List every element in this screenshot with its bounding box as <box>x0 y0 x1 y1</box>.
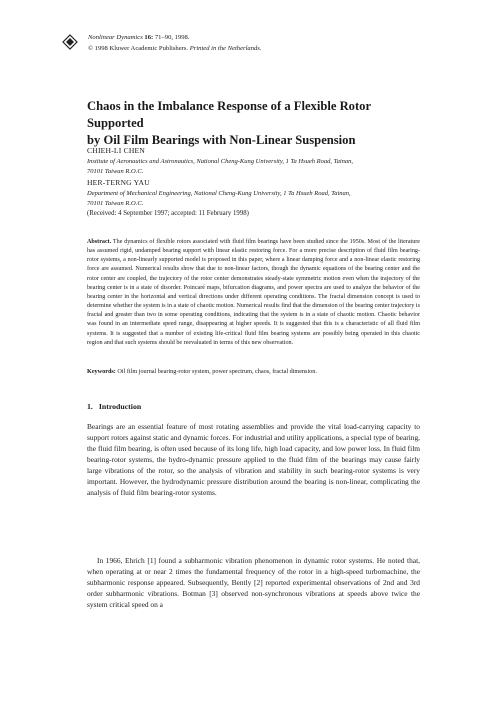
paper-title-line-2: by Oil Film Bearings with Non-Linear Suspension <box>87 133 356 147</box>
journal-name: Nonlinear Dynamics <box>88 34 143 41</box>
keywords-text: Oil film journal bearing-rotor system, power spectrum, chaos, fractal dimension. <box>117 368 317 375</box>
affiliation-2-line-2: 70101 Taiwan R.O.C. <box>87 200 144 207</box>
abstract-text: The dynamics of flexible rotors associated with fluid film bearings have been studied since the 1950s. Most of the literature has assumed rigid, undamped bearing support with linear elastic restoring force. For a more precise description of fluid film bearing-rotor systems, a non-linearly supported model is proposed in this paper, where a linear damping force and a non-linear elastic restoring force are assumed. Numerical results show that due to non-linear factors, though the dynamic equations of the bearing center and the rotor center are coupled, the trajectory of the rotor center demonstrates steady-state symmetric motion even when the trajectory of the bearing center is in a state of disorder. Poincaré maps, bifurcation diagrams, and power spectra are used to analyze the behavior of the bearing center in the horizontal and vertical directions under different operating conditions. The fractal dimension concept is used to determine whether the system is in a state of chaotic motion. Numerical results find that the dimension of the bearing center trajectory is fractal and greater than two in some operating conditions, indicating that the system is in a state of chaotic motion. Chaotic behavior was found in an intermediate speed range, disappearing at higher speeds. It is suggested that this is a characteristic of all fluid film systems. It is suggested that a number of existing life-critical fluid film bearing systems are possibly being operated in this chaotic region and that such systems should be reevaluated in terms of this new observation. <box>87 239 421 346</box>
publisher-logo-icon <box>62 34 78 50</box>
received-dates: (Received: 4 September 1997; accepted: 11 February 1998) <box>87 210 249 217</box>
author-affiliation-1 <box>87 157 427 177</box>
paper-title-line-1: Chaos in the Imbalance Response of a Flexible Rotor Supported <box>87 99 371 130</box>
affiliation-2-line-1: Department of Mechanical Engineering, National Cheng-Kung University, 1 Ta Hsueh Road, Tainan, <box>87 190 351 197</box>
journal-pages-year: 71–90, 1998. <box>154 34 190 41</box>
section-title: Introduction <box>98 402 142 411</box>
affiliation-1-line-1: Institute of Aeronautics and Astronautics, National Cheng-Kung University, 1 Ta Hsueh Road, Tainan, <box>87 158 354 165</box>
abstract-label: Abstract. <box>87 239 112 245</box>
keywords <box>87 368 420 375</box>
section-number: 1. <box>87 402 93 411</box>
paper-title <box>87 98 427 149</box>
printed-text: Printed in the Netherlands. <box>189 44 262 52</box>
keywords-label: Keywords: <box>87 368 116 375</box>
copyright-text: © 1998 Kluwer Academic Publishers. <box>88 44 189 52</box>
journal-volume: 16: <box>144 34 154 41</box>
section-heading <box>87 402 141 411</box>
copyright-line <box>88 44 262 55</box>
author-name-2: HER-TERNG YAU <box>87 178 150 187</box>
author-affiliation-2 <box>87 189 427 209</box>
abstract <box>87 238 420 348</box>
journal-header <box>88 33 262 54</box>
body-paragraph-1: Bearings are an essential feature of most rotating assemblies and provide the vital load-carrying capacity to support rotors against static and dynamic forces. For industrial and utility applications, a special type of bearing, the fluid film bearing, is often used because of its long life, high load capacity, and low power loss. In fluid film bearing-rotor systems, the hydro-dynamic pressure applied to the fluid film of the bearings may cause fairly large vibrations of the rotor, so the analysis of vibration and stability in such bearing-rotor systems is very important. However, the hydrodynamic pressure distribution around the bearing is non-linear, complicating the analysis of fluid film bearing-rotor systems. <box>87 422 420 498</box>
citation-line <box>88 33 262 44</box>
affiliation-1-line-2: 70101 Taiwan R.O.C. <box>87 168 144 175</box>
body-paragraph-2: In 1966, Ehrich [1] found a subharmonic vibration phenomenon in dynamic rotor systems. He noted that, when operating at or near 2 times the fundamental frequency of the rotor in a high-speed turbomachine, the subharmonic response appeared. Subsequently, Bently [2] reported experimental observations of 2nd and 3rd order subharmonic vibrations. Botman [3] observed non-synchronous vibrations at speeds above twice the system critical speed on a <box>87 556 420 610</box>
author-name-1: CHIEH-LI CHEN <box>87 146 146 155</box>
